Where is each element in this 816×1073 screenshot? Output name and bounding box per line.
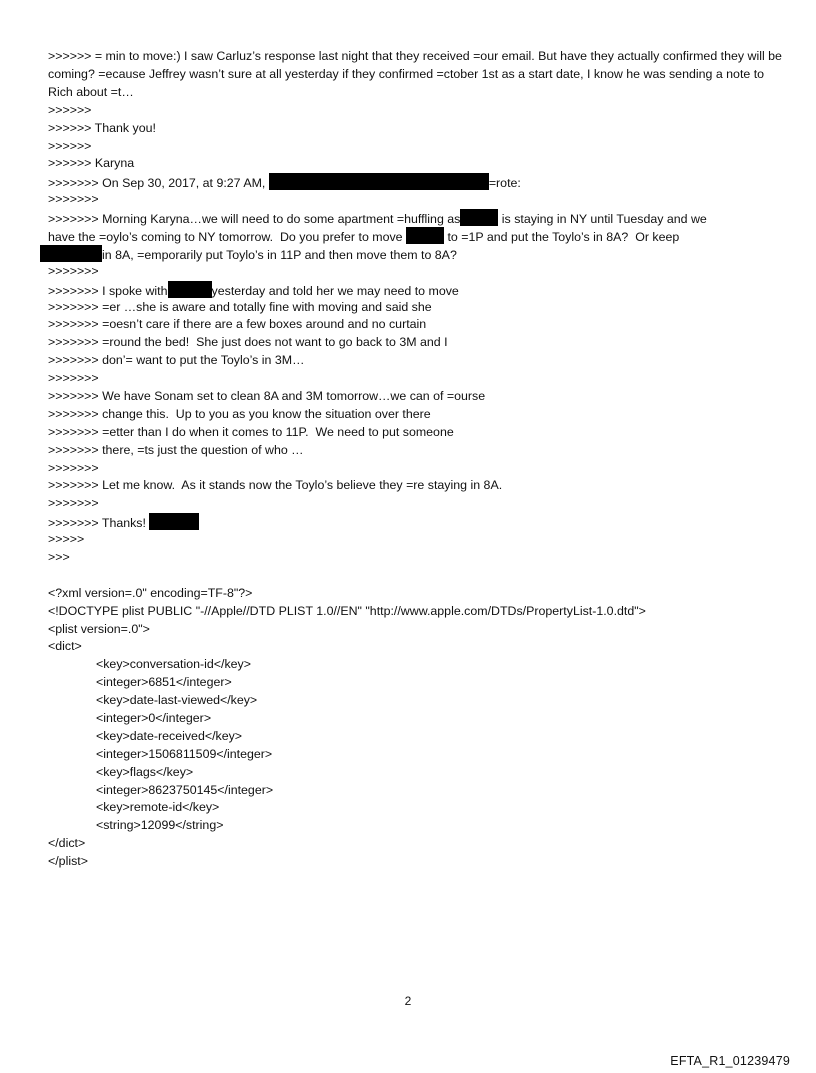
email-quote-line: >>>>>>> don’= want to put the Toylo’s in 3M… [48,353,305,368]
email-quote-line: >>>>>> Karyna [48,156,135,171]
email-quote-line: >>>>>> Thank you! [48,120,156,135]
bates-number: EFTA_R1_01239479 [670,1054,790,1068]
plist-entry: <integer>1506811509</integer> [96,746,273,761]
plist-entry: <integer>6851</integer> [96,675,232,690]
redaction-block [406,227,444,244]
email-quote-line: >>>>>>> change this. Up to you as you know the situation over there [48,406,431,421]
email-quote-line: >>>>>>> [48,263,99,278]
email-quote-line: >>>>> [48,532,85,547]
quote-text: is staying in NY until Tuesday and we [498,212,707,227]
plist-entry: <key>flags</key> [96,764,194,779]
plist-entry: <key>date-received</key> [96,728,243,743]
plist-entry: <integer>0</integer> [96,711,212,725]
email-quote-line: >>>>>>> [48,496,99,511]
page-number: 2 [404,994,412,1008]
document-body [48,48,788,871]
email-quote-line: >>>>>> = min to move:) I saw Carluz’s response last night that they received =our email. But have they actually confirmed they will be coming? =ecause Jeffrey wasn’t sure at all yesterday if they confirmed =ctober 1st as a start date, I know he was sending a note to Rich about =t… [48,49,782,99]
quote-text: >>>>>>> Thanks! [48,516,146,531]
quote-text: =rote: [488,176,521,191]
quote-text: >>>>>>> Morning Karyna…we will need to do some apartment =huffling as [48,212,461,227]
plist-entry: <key>conversation-id</key> [96,657,251,672]
quote-text: to =1P and put the Toylo’s in 8A? Or keep [444,229,680,244]
plist-entry: <key>date-last-viewed</key> [96,693,258,708]
plist-open-tag: <plist version=.0"> [48,621,150,636]
email-quote-line: >>>>>>> [48,460,99,475]
redaction-block [149,513,199,530]
email-quote-line: >>>>>>> =round the bed! She just does not want to go back to 3M and I [48,335,448,350]
email-quote-line: >>>>>>> [48,371,99,386]
email-quote-line [48,513,788,531]
redaction-block [168,281,212,298]
dict-close-tag: </dict> [48,836,86,851]
email-quote-line: >>>>>>> =oesn’t care if there are a few boxes around and no curtain [48,317,427,332]
redaction-block [269,173,489,190]
plist-close-tag: </plist> [48,854,88,869]
plist-doctype: <!DOCTYPE plist PUBLIC "-//Apple//DTD PLIST 1.0//EN" "http://www.apple.com/DTDs/PropertyList-1.0.dtd"> [48,603,646,618]
email-quote-line [48,173,788,191]
email-quote-line: >>>>>> [48,102,92,117]
redaction-block [40,245,102,262]
quote-text: in 8A, =emporarily put Toylo’s in 11P and then move them to 8A? [102,247,457,262]
quote-text: >>>>>>> On Sep 30, 2017, at 9:27 AM, [48,176,266,191]
plist-entry: <key>remote-id</key> [96,800,220,815]
email-quote-line: >>> [48,549,70,564]
email-quote-line [48,209,788,227]
quote-text: yesterday and told her we may need to move [211,283,459,298]
section-spacer [48,567,788,585]
plist-xml-declaration: <?xml version=.0" encoding=TF-8"?> [48,585,253,600]
email-quote-line: >>>>>>> We have Sonam set to clean 8A and 3M tomorrow…we can of =ourse [48,388,486,403]
email-quote-line: >>>>>>> there, =ts just the question of who … [48,442,304,457]
email-quote-line: >>>>>>> Let me know. As it stands now the Toylo’s believe they =re staying in 8A. [48,478,503,493]
quote-text: >>>>>>> I spoke with [48,283,168,298]
email-quote-line: >>>>>>> [48,192,99,207]
redaction-block [460,209,498,226]
email-quote-line [48,227,788,245]
quote-text: have the =oylo’s coming to NY tomorrow. Do you prefer to move [48,229,403,244]
plist-entry: <string>12099</string> [96,818,224,833]
email-quote-line: >>>>>>> =etter than I do when it comes to 11P. We need to put someone [48,424,454,439]
dict-open-tag: <dict> [48,639,82,654]
email-quote-line: >>>>>>> =er …she is aware and totally fine with moving and said she [48,299,432,314]
email-quote-line [40,245,788,263]
email-quote-line: >>>>>> [48,138,92,153]
plist-entry: <integer>8623750145</integer> [96,782,274,797]
email-quote-line [48,281,788,299]
